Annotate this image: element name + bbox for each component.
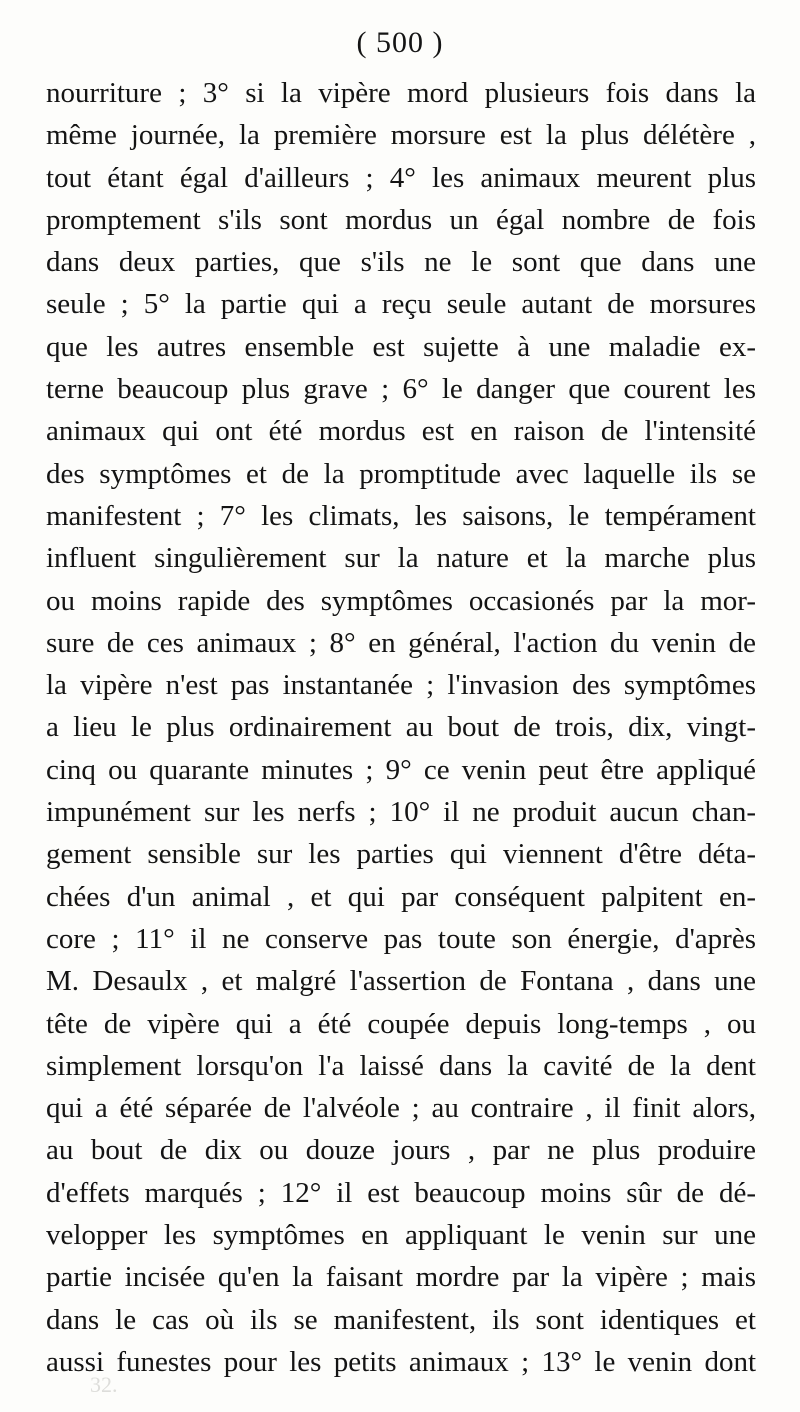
- text-line: impunément sur les nerfs ; 10° il ne produit aucun chan-: [46, 796, 756, 829]
- text-line: manifestent ; 7° les climats, les saisons, le tempérament: [46, 499, 756, 532]
- text-line: tête de vipère qui a été coupée depuis long-temps , ou: [46, 1007, 756, 1040]
- text-line: cinq ou quarante minutes ; 9° ce venin peut être appliqué: [46, 753, 756, 786]
- text-line: seule ; 5° la partie qui a reçu seule autant de morsures: [46, 288, 756, 321]
- text-line: dans deux parties, que s'ils ne le sont que dans une: [46, 246, 756, 279]
- text-line: des symptômes et de la promptitude avec laquelle ils se: [46, 457, 756, 490]
- text-line: chées d'un animal , et qui par conséquent palpitent en-: [46, 880, 756, 913]
- text-line: tout étant égal d'ailleurs ; 4° les animaux meurent plus: [46, 161, 756, 194]
- text-line: que les autres ensemble est sujette à une maladie ex-: [46, 330, 756, 363]
- text-line: d'effets marqués ; 12° il est beaucoup moins sûr de dé-: [46, 1176, 756, 1209]
- text-line: ou moins rapide des symptômes occasionés par la mor-: [46, 584, 756, 617]
- text-line: animaux qui ont été mordus est en raison de l'intensité: [46, 415, 756, 448]
- text-line: qui a été séparée de l'alvéole ; au contraire , il finit alors,: [46, 1092, 756, 1125]
- bleed-through-signature: 32.: [90, 1372, 118, 1397]
- text-line: velopper les symptômes en appliquant le venin sur une: [46, 1219, 756, 1252]
- body-text: [46, 72, 756, 1383]
- text-line: a lieu le plus ordinairement au bout de trois, dix, vingt-: [46, 711, 756, 744]
- text-line: même journée, la première morsure est la plus délétère ,: [46, 119, 756, 152]
- text-line: M. Desaulx , et malgré l'assertion de Fontana , dans une: [46, 965, 756, 998]
- text-line: gement sensible sur les parties qui viennent d'être déta-: [46, 838, 756, 871]
- text-line: sure de ces animaux ; 8° en général, l'action du venin de: [46, 626, 756, 659]
- text-line: aussi funestes pour les petits animaux ; 13° le venin dont: [46, 1345, 756, 1378]
- text-line: la vipère n'est pas instantanée ; l'invasion des symptômes: [46, 669, 756, 702]
- text-line: influent singulièrement sur la nature et la marche plus: [46, 542, 756, 575]
- text-line: partie incisée qu'en la faisant mordre par la vipère ; mais: [46, 1261, 756, 1294]
- text-line: simplement lorsqu'on l'a laissé dans la cavité de la dent: [46, 1049, 756, 1082]
- page-number: ( 500 ): [356, 26, 444, 59]
- text-line: terne beaucoup plus grave ; 6° le danger que courent les: [46, 373, 756, 406]
- text-line: promptement s'ils sont mordus un égal nombre de fois: [46, 203, 756, 236]
- text-line: core ; 11° il ne conserve pas toute son énergie, d'après: [46, 922, 756, 955]
- text-line: au bout de dix ou douze jours , par ne plus produire: [46, 1134, 756, 1167]
- text-line: nourriture ; 3° si la vipère mord plusieurs fois dans la: [46, 77, 756, 109]
- text-line: dans le cas où ils se manifestent, ils sont identiques et: [46, 1303, 756, 1336]
